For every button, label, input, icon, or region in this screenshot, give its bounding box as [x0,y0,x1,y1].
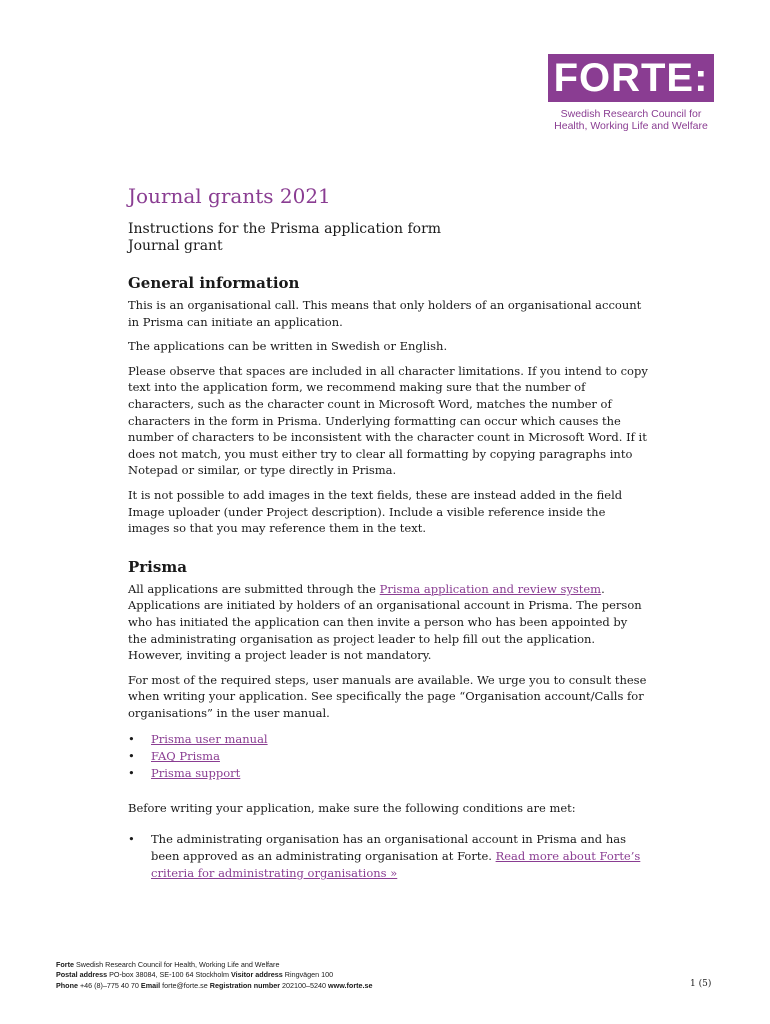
subtitle-line1: Instructions for the Prisma application form [128,221,442,237]
email-label: Email [140,980,161,990]
list-item [128,748,648,765]
footer-line-2 [56,970,373,980]
logo-subtitle-line2: Health, Working Life and Welfare [554,120,708,132]
postal-label: Postal address [56,970,108,980]
logo-subtitle [548,108,714,132]
postal-value: PO-box 38084, SE-100 64 Stockholm [107,970,231,980]
prisma-heading: Prisma [128,557,187,576]
faq-prisma-link[interactable]: FAQ Prisma [151,749,220,764]
footer [56,960,373,991]
prisma-p1-after: . Applications are initiated by holders of an organisational account in Prisma. The person who has initiated the application can then invite a person who has been appointed by the administrating organisation as project leader to help fill out the application. However, inviting a project leader is not mandatory. [128,581,642,663]
reg-label: Registration number [209,980,281,990]
bullet: • [128,732,135,747]
condition-text: The administrating organisation has an organisational account in Prisma and has been approved as an administrating organisation at Forte. [151,832,626,864]
prisma-paragraph-1 [128,581,648,664]
visitor-value: Ringvägen 100 [282,970,334,980]
document-body [128,183,648,890]
criteria-link[interactable]: Read more about Forte’s criteria for administrating organisations » [151,849,641,881]
prisma-paragraph-2: For most of the required steps, user manuals are available. We urge you to consult these when writing your application. See specifically the page “Organisation account/Calls for organisations” in the user manual. [128,672,647,720]
footer-org: Forte [56,960,74,969]
prisma-paragraph-3: Before writing your application, make sure the following conditions are met: [128,801,576,816]
general-heading: General information [128,274,300,292]
prisma-system-link[interactable]: Prisma application and review system [379,581,602,596]
general-paragraph-4: It is not possible to add images in the text fields, these are instead added in the field Image uploader (under Project description). Include a visible reference inside the images so that you may reference them in the text. [128,487,623,536]
prisma-p1-before: All applications are submitted through the [128,581,380,596]
list-item [128,765,648,782]
logo-subtitle-line1: Swedish Research Council for [560,108,702,120]
logo-wordmark: FORTE: [548,54,714,102]
reg-value: 202100–5240 [280,980,329,990]
list-item [128,831,648,882]
general-paragraph-2: The applications can be written in Swedish or English. [128,339,448,354]
general-paragraph-3: Please observe that spaces are included in all character limitations. If you intend to copy text into the application form, we recommend making sure that the number of characters, such as the character count in Microsoft Word, matches the number of characters in the form in Prisma. Underlying formatting can occur which causes the number of characters to be inconsistent with the character count in Microsoft Word. If it does not match, you must either try to clear all formatting by copying paragraphs into Notepad or similar, or type directly in Prisma. [128,363,648,478]
subtitle-line2: Journal grant [128,238,223,254]
general-paragraph-1: This is an organisational call. This means that only holders of an organisational account in Prisma can initiate an application. [128,298,642,329]
forte-logo [548,54,714,132]
phone-label: Phone [56,980,78,990]
email-value: forte@forte.se [160,980,210,990]
page-number: 1 (5) [690,979,712,989]
prisma-support-link[interactable]: Prisma support [151,766,241,781]
prisma-links-list [128,731,648,782]
bullet: • [128,832,135,847]
prisma-user-manual-link[interactable]: Prisma user manual [151,732,268,747]
visitor-label: Visitor address [231,970,283,980]
page-title: Journal grants 2021 [128,184,331,208]
footer-line-3 [56,981,373,991]
conditions-list [128,831,648,882]
bullet: • [128,766,135,781]
list-item [128,731,648,748]
bullet: • [128,749,135,764]
phone-value: +46 (8)–775 40 70 [77,980,141,990]
website: www.forte.se [328,980,373,990]
footer-line-1 [56,960,373,970]
footer-org-name: Swedish Research Council for Health, Working Life and Welfare [73,960,280,969]
